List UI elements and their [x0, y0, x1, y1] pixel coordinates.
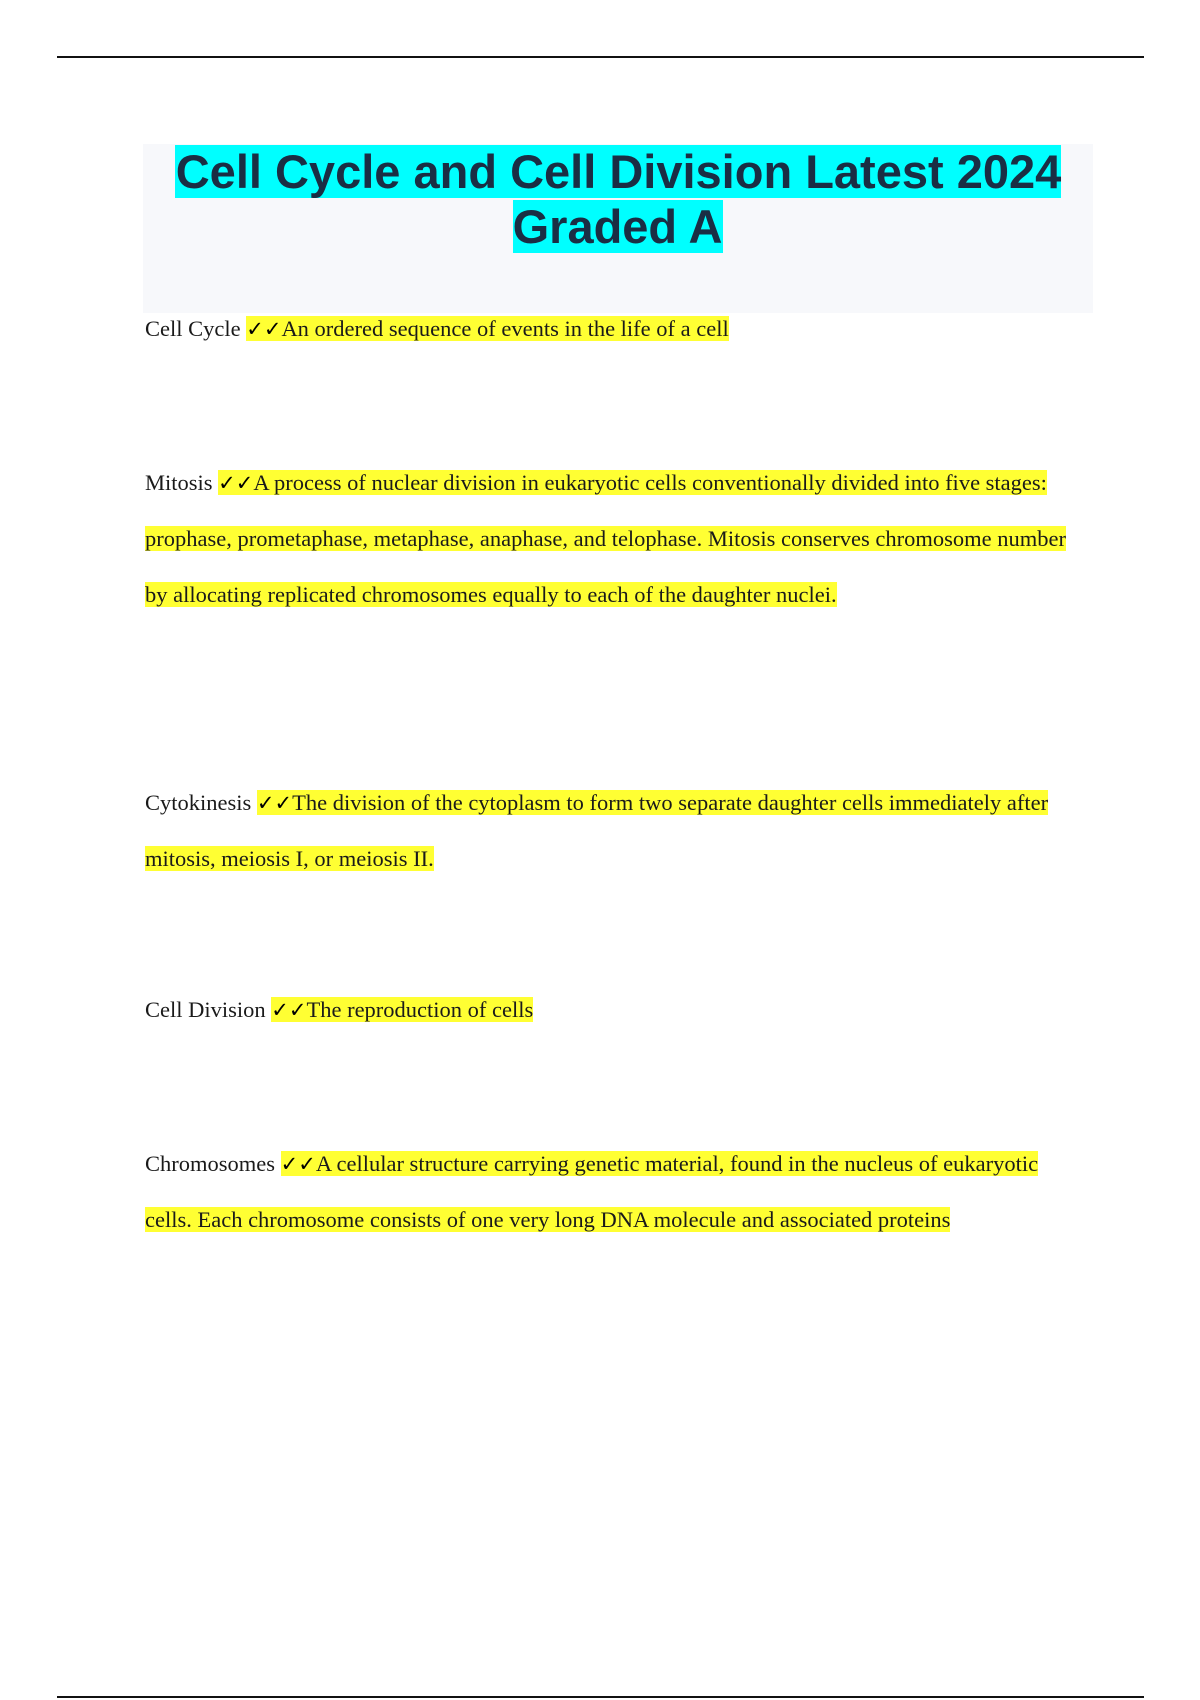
checkmark-icon: ✓✓	[246, 317, 282, 341]
entry-definition: The division of the cytoplasm to form two separate daughter cells immediately after mitosis, meiosis I, or meiosis II.	[145, 790, 1049, 871]
entry-chromosomes	[145, 1136, 1080, 1248]
checkmark-icon: ✓✓	[218, 471, 254, 495]
entry-mitosis	[145, 455, 1080, 623]
checkmark-icon: ✓✓	[256, 791, 293, 815]
entry-definition: An ordered sequence of events in the life of a cell	[281, 316, 729, 341]
entry-cell-division	[145, 982, 1080, 1038]
entry-term: Mitosis	[145, 470, 213, 495]
entry-cell-cycle	[145, 301, 1080, 357]
entry-term: Cell Division	[145, 997, 266, 1022]
entry-cytokinesis	[145, 775, 1080, 887]
entry-term: Cytokinesis	[145, 790, 252, 815]
entry-term: Cell Cycle	[145, 316, 241, 341]
entry-definition: A process of nuclear division in eukaryotic cells conventionally divided into five stages: prophase, prometaphase, metaphase, anaphase, and telophase. Mitosis conserves chromosome number by allocating replicated chromosomes equally to each of the daughter nuclei.	[145, 470, 1066, 607]
entry-definition: A cellular structure carrying genetic material, found in the nucleus of eukaryotic cells. Each chromosome consists of one very long DNA molecule and associated proteins	[145, 1151, 1039, 1232]
document-title: Cell Cycle and Cell Division Latest 2024 Graded A	[175, 145, 1062, 253]
top-rule	[57, 56, 1144, 58]
bottom-rule	[57, 1696, 1144, 1698]
checkmark-icon: ✓✓	[271, 998, 307, 1022]
checkmark-icon: ✓✓	[280, 1152, 316, 1176]
title-block	[143, 144, 1093, 313]
entry-term: Chromosomes	[145, 1151, 276, 1176]
entry-definition: The reproduction of cells	[306, 997, 534, 1022]
